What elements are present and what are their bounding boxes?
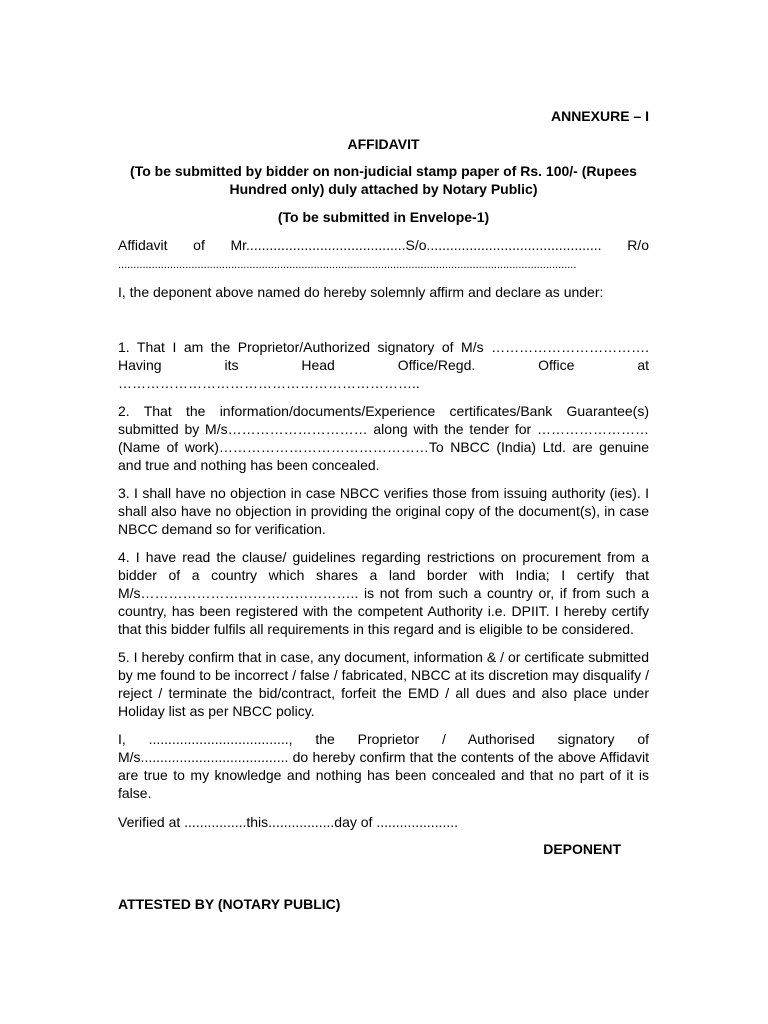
document-title: AFFIDAVIT [347, 136, 420, 152]
clause-1: 1. That I am the Proprietor/Authorized signatory of M/s ……………………………. Having its Head Office/Regd. Office at ……………………………………………………….. [118, 339, 649, 391]
clause-3: 3. I shall have no objection in case NBCC verifies those from issuing authority (ies). I shall also have no objection in providing the original copy of the document(s), in case NBCC demand so for verification. [118, 485, 649, 537]
attested-by-label: ATTESTED BY (NOTARY PUBLIC) [118, 896, 341, 912]
affidavit-of-line: Affidavit of Mr.........................................S/o............................................. R/o [118, 237, 649, 253]
residence-dots-line: ...................................................................................................................................................... [118, 259, 577, 271]
intro-statement: I, the deponent above named do hereby solemnly affirm and declare as under: [118, 284, 604, 300]
confirmation-statement: I, ...................................., the Proprietor / Authorised signatory of M/s...................................... do hereby confirm that the contents of the above Affidavit are true to my knowledge and nothing has been concealed and that no part of it is false. [118, 731, 649, 801]
envelope-note: (To be submitted in Envelope-1) [277, 209, 490, 225]
clause-5: 5. I hereby confirm that in case, any document, information & / or certificate submitted by me found to be incorrect / false / fabricated, NBCC at its discretion may disqualify / reject / terminate the bid/contract, forfeit the EMD / all dues and also place under Holiday list as per NBCC policy. [118, 649, 649, 719]
deponent-label: DEPONENT [543, 841, 621, 857]
annexure-label: ANNEXURE – I [550, 108, 649, 124]
verified-at-line: Verified at ................this.................day of ..................... [118, 814, 459, 830]
clause-4: 4. I have read the clause/ guidelines regarding restrictions on procurement from a bidder of a country which shares a land border with India; I certify that M/s……………………………………….. is not from such a country or, if from such a country, has been registered with the competent Authority i.e. DPIIT. I hereby certify that this bidder fulfils all requirements in this regard and is eligible to be considered. [118, 549, 649, 637]
document-subtitle: (To be submitted by bidder on non-judicial stamp paper of Rs. 100/- (Rupees Hundred only) duly attached by Notary Public) [130, 163, 637, 197]
clause-2: 2. That the information/documents/Experience certificates/Bank Guarantee(s) submitted by M/s………………………… along with the tender for …………………… (Name of work)………………………………………To NBCC (India) Ltd. are genuine and true and nothing has been concealed. [118, 403, 649, 473]
